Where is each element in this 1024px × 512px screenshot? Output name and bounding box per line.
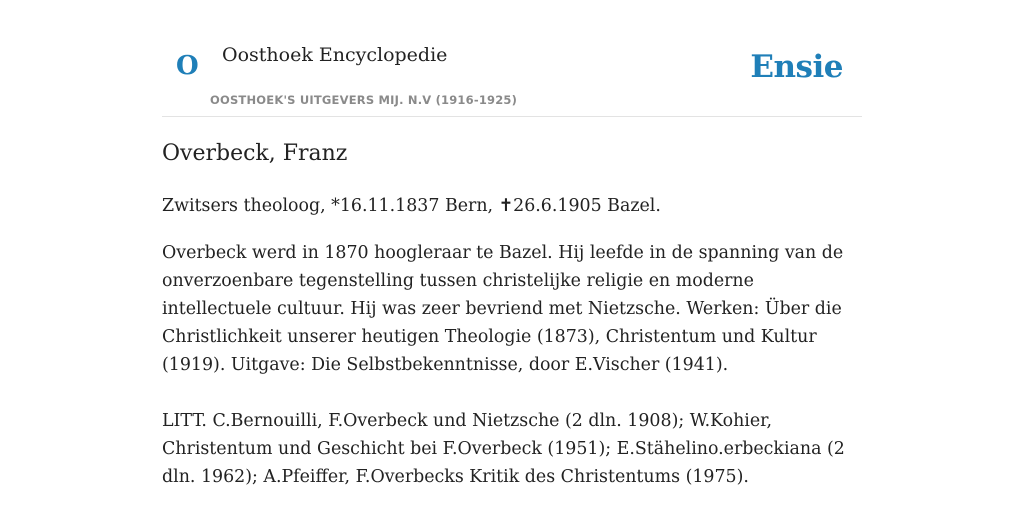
entry-summary: Zwitsers theoloog, *16.11.1837 Bern, ✝26.6.1905 Bazel. bbox=[162, 196, 661, 216]
article-page bbox=[162, 0, 862, 487]
brand-logo[interactable]: Ensie bbox=[750, 49, 843, 85]
site-header bbox=[162, 0, 862, 117]
site-logo[interactable]: O bbox=[176, 51, 199, 81]
publisher-label: OOSTHOEK'S UITGEVERS MIJ. N.V (1916-1925) bbox=[210, 93, 518, 107]
encyclopedia-title[interactable]: Oosthoek Encyclopedie bbox=[222, 44, 448, 66]
entry-description: Overbeck werd in 1870 hoogleraar te Bazel. Hij leefde in de spanning van de onverzoenbare tegenstelling tussen christelijke religie en moderne intellectuele cultuur. Hij was zeer bevriend met Nietzsche. Werken: Über die Christlichkeit unserer heutigen Theologie (1873), Christentum und Kultur (1919). Uitgave: Die Selbstbekenntnisse, door E.Vischer (1941). bbox=[162, 243, 844, 375]
entry-title: Overbeck, Franz bbox=[162, 141, 348, 166]
entry-literature: LITT. C.Bernouilli, F.Overbeck und Nietzsche (2 dln. 1908); W.Kohier, Christentum und Geschicht bei F.Overbeck (1951); E.Stähelino.erbeckiana (2 dln. 1962); A.Pfeiffer, F.Overbecks Kritik des Christentums (1975). bbox=[162, 411, 845, 487]
paragraph-spacer bbox=[162, 379, 862, 407]
entry-body bbox=[162, 192, 862, 491]
